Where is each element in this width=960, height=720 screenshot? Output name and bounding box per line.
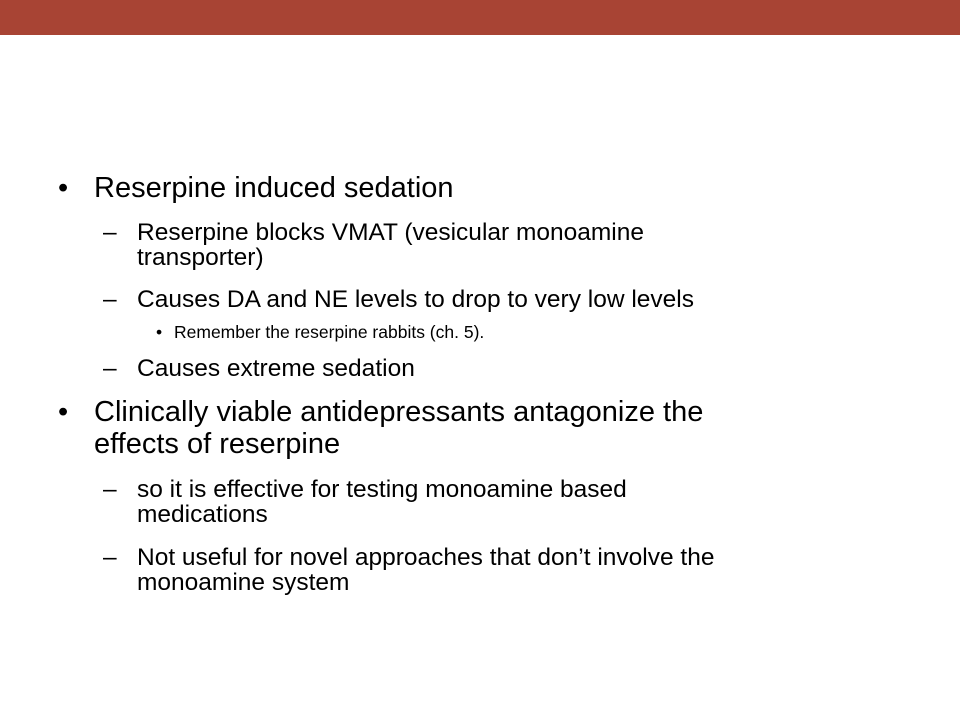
text-line: transporter) [137, 244, 264, 271]
dash-marker: – [103, 355, 117, 382]
text-line: monoamine system [137, 569, 350, 596]
text-line: Clinically viable antidepressants antagonize the [94, 396, 704, 428]
bullet-marker: • [156, 322, 163, 342]
dash-marker: – [103, 286, 117, 313]
sub-bullet-text [137, 356, 817, 381]
text-line: Causes DA and NE levels to drop to very low levels [137, 286, 694, 313]
sub-bullet-monoamine-testing [103, 477, 817, 527]
text-line: so it is effective for testing monoamine based [137, 476, 627, 503]
text-line: Not useful for novel approaches that don’t involve the [137, 544, 715, 571]
bullet-text: Reserpine induced sedation [94, 172, 454, 204]
text-line: Causes extreme sedation [137, 355, 415, 382]
sub-bullet-text [137, 287, 817, 312]
sub-bullet-novel-approaches [103, 545, 817, 595]
text-line: effects of reserpine [94, 428, 341, 460]
bullet-antidepressants [58, 396, 834, 460]
bullet-marker: • [58, 172, 69, 204]
dash-marker: – [103, 219, 117, 246]
bullet-marker: • [58, 396, 69, 428]
sub-sub-bullet-reserpine-rabbits [156, 322, 774, 342]
bullet-text [94, 396, 834, 460]
text-line: Reserpine blocks VMAT (vesicular monoamine [137, 219, 644, 246]
sub-sub-bullet-text: Remember the reserpine rabbits (ch. 5). [174, 322, 485, 342]
sub-bullet-vmat [103, 220, 817, 270]
sub-bullet-text [137, 220, 817, 270]
sub-bullet-text [137, 545, 817, 595]
sub-bullet-text [137, 477, 817, 527]
bullet-reserpine-sedation [58, 172, 834, 204]
sub-bullet-extreme-sedation [103, 356, 817, 381]
text-line: medications [137, 501, 268, 528]
dash-marker: – [103, 544, 117, 571]
header-accent-bar [0, 0, 960, 35]
dash-marker: – [103, 476, 117, 503]
sub-bullet-da-ne-levels [103, 287, 817, 312]
